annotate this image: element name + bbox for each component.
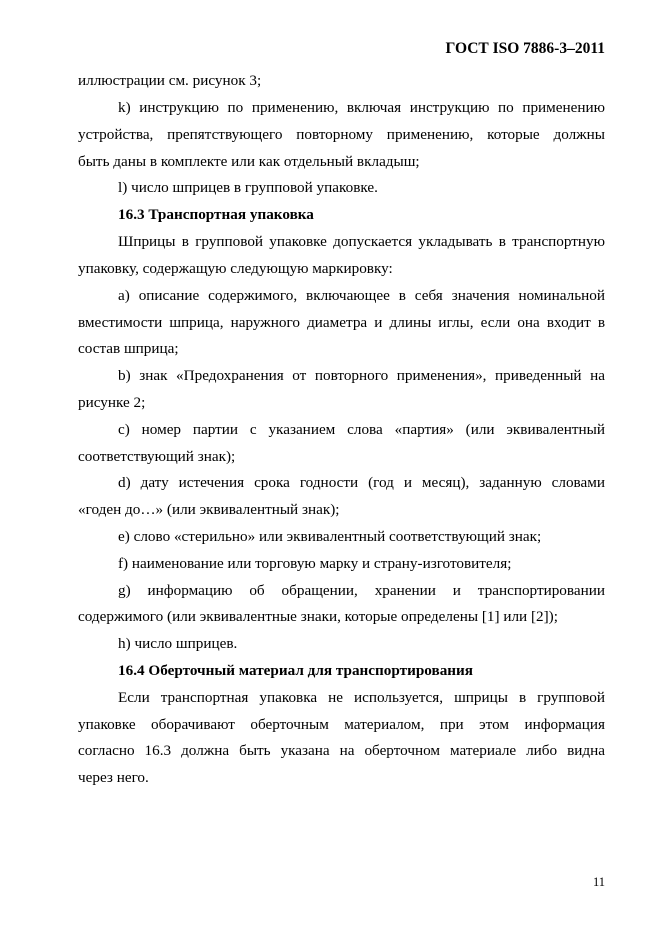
text-line: с) номер партии с указанием слова «партия» (или эквивалентный <box>118 421 605 438</box>
section-heading: 16.4 Оберточный материал для транспортирования <box>118 662 474 679</box>
text-line: устройства, препятствующего повторному применению, которые должны <box>78 126 605 143</box>
text-line: вместимости шприца, наружного диаметра и длины иглы, если она входит в <box>78 314 605 331</box>
section-heading: 16.3 Транспортная упаковка <box>118 206 314 223</box>
text-line: Если транспортная упаковка не используется, шприцы в групповой <box>118 689 605 706</box>
text-line: h) число шприцев. <box>118 635 238 652</box>
text-line: через него. <box>78 769 149 786</box>
text-line: k) инструкцию по применению, включая инструкцию по применению <box>118 99 605 116</box>
text-line: b) знак «Предохранения от повторного применения», приведенный на <box>118 367 605 384</box>
text-line: состав шприца; <box>78 340 179 357</box>
page-number: 11 <box>592 875 605 889</box>
document-header: ГОСТ ISO 7886-3–2011 <box>445 40 605 57</box>
text-line: содержимого (или эквивалентные знаки, которые определены [1] или [2]); <box>78 608 558 625</box>
text-line: упаковку, содержащую следующую маркировку: <box>78 260 393 277</box>
text-line: Шприцы в групповой упаковке допускается укладывать в транспортную <box>118 233 605 250</box>
text-line: l) число шприцев в групповой упаковке. <box>118 179 378 196</box>
text-line: е) слово «стерильно» или эквивалентный соответствующий знак; <box>118 528 542 545</box>
text-line: g) информацию об обращении, хранении и транспортировании <box>118 582 605 599</box>
text-line: f) наименование или торговую марку и страну-изготовителя; <box>118 555 512 572</box>
text-line: «годен до…» (или эквивалентный знак); <box>78 501 340 518</box>
text-line: а) описание содержимого, включающее в себя значения номинальной <box>118 287 605 304</box>
text-line: иллюстрации см. рисунок 3; <box>78 72 262 89</box>
text-line: рисунке 2; <box>78 394 146 411</box>
text-line: согласно 16.3 должна быть указана на оберточном материале либо видна <box>78 742 605 759</box>
text-line: быть даны в комплекте или как отдельный вкладыш; <box>78 153 420 170</box>
text-line: соответствующий знак); <box>78 448 236 465</box>
text-line: d) дату истечения срока годности (год и месяц), заданную словами <box>118 474 605 491</box>
text-line: упаковке оборачивают оберточным материалом, при этом информация <box>78 716 605 733</box>
